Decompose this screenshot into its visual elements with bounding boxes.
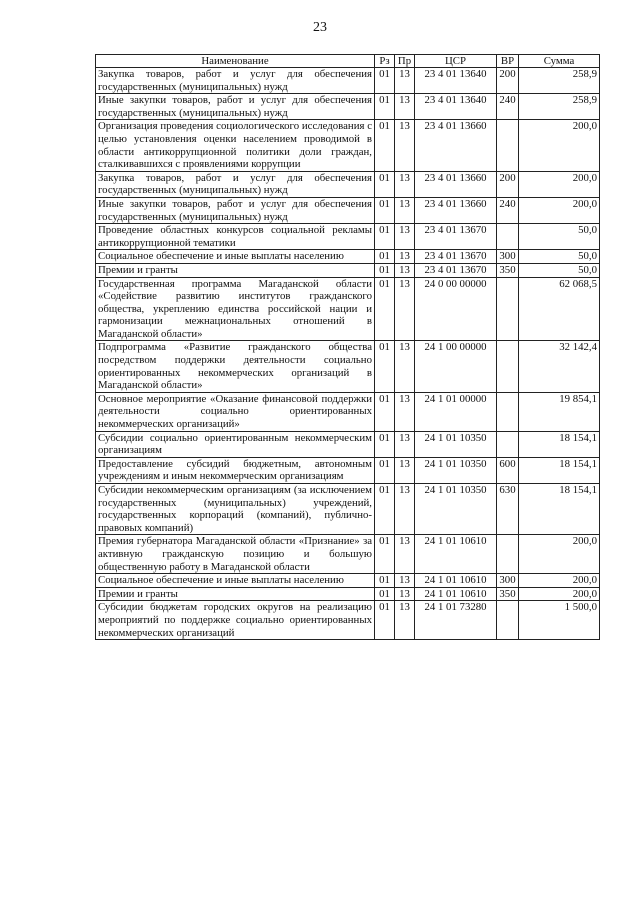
row-pr-cell: 13: [395, 250, 415, 264]
row-name-cell: Субсидии социально ориентированным некоммерческим организациям: [96, 431, 375, 457]
row-csr-cell: 24 1 01 10350: [415, 431, 497, 457]
row-rz-cell: 01: [375, 171, 395, 197]
row-pr-cell: 13: [395, 68, 415, 94]
row-sum-cell: 258,9: [519, 94, 600, 120]
row-rz-cell: 01: [375, 574, 395, 588]
row-pr-cell: 13: [395, 94, 415, 120]
table-body: [96, 68, 600, 640]
row-sum-cell: 50,0: [519, 263, 600, 277]
table-row: [96, 250, 600, 264]
row-name-cell: Иные закупки товаров, работ и услуг для обеспечения государственных (муниципальных) нужд: [96, 94, 375, 120]
row-rz-cell: 01: [375, 94, 395, 120]
row-vr-cell: [497, 535, 519, 574]
row-name-cell: Премии и гранты: [96, 587, 375, 601]
page-number: 23: [313, 20, 327, 35]
row-name-cell: Социальное обеспечение и иные выплаты населению: [96, 250, 375, 264]
row-csr-cell: 23 4 01 13670: [415, 250, 497, 264]
table-row: [96, 263, 600, 277]
row-rz-cell: 01: [375, 601, 395, 640]
row-name-cell: Государственная программа Магаданской области «Содействие развитию институтов гражданского общества, укреплению единства российской нации и гармонизации межнациональных отношений в Магаданской области»: [96, 277, 375, 341]
row-vr-cell: [497, 431, 519, 457]
row-pr-cell: 13: [395, 171, 415, 197]
row-sum-cell: 1 500,0: [519, 601, 600, 640]
row-sum-cell: 32 142,4: [519, 341, 600, 392]
row-csr-cell: 24 1 01 10350: [415, 457, 497, 483]
table-row: [96, 587, 600, 601]
row-pr-cell: 13: [395, 277, 415, 341]
table-row: [96, 224, 600, 250]
row-vr-cell: [497, 341, 519, 392]
row-csr-cell: 23 4 01 13660: [415, 171, 497, 197]
row-rz-cell: 01: [375, 68, 395, 94]
table-row: [96, 392, 600, 431]
row-sum-cell: 19 854,1: [519, 392, 600, 431]
table-row: [96, 484, 600, 535]
table-row: [96, 601, 600, 640]
table-row: [96, 457, 600, 483]
row-vr-cell: [497, 601, 519, 640]
row-csr-cell: 23 4 01 13640: [415, 68, 497, 94]
row-sum-cell: 200,0: [519, 171, 600, 197]
row-vr-cell: [497, 392, 519, 431]
row-name-cell: Предоставление субсидий бюджетным, автономным учреждениям и иным некоммерческим организациям: [96, 457, 375, 483]
row-csr-cell: 24 1 01 73280: [415, 601, 497, 640]
row-sum-cell: 200,0: [519, 574, 600, 588]
table-row: [96, 94, 600, 120]
row-pr-cell: 13: [395, 341, 415, 392]
budget-table: [95, 54, 600, 640]
row-vr-cell: 300: [497, 574, 519, 588]
row-rz-cell: 01: [375, 120, 395, 171]
column-header-csr: ЦСР: [415, 55, 497, 68]
row-vr-cell: 350: [497, 587, 519, 601]
row-name-cell: Иные закупки товаров, работ и услуг для обеспечения государственных (муниципальных) нужд: [96, 197, 375, 223]
row-rz-cell: 01: [375, 392, 395, 431]
row-rz-cell: 01: [375, 250, 395, 264]
row-name-cell: Подпрограмма «Развитие гражданского общества посредством поддержки деятельности социально ориентированных некоммерческих организаций в Магаданской области»: [96, 341, 375, 392]
row-sum-cell: 62 068,5: [519, 277, 600, 341]
row-sum-cell: 50,0: [519, 250, 600, 264]
row-vr-cell: 240: [497, 197, 519, 223]
row-csr-cell: 24 1 01 10610: [415, 587, 497, 601]
table-row: [96, 431, 600, 457]
row-sum-cell: 18 154,1: [519, 431, 600, 457]
row-vr-cell: [497, 224, 519, 250]
row-pr-cell: 13: [395, 601, 415, 640]
row-csr-cell: 23 4 01 13660: [415, 120, 497, 171]
row-sum-cell: 18 154,1: [519, 484, 600, 535]
row-pr-cell: 13: [395, 120, 415, 171]
row-rz-cell: 01: [375, 484, 395, 535]
row-name-cell: Субсидии бюджетам городских округов на реализацию мероприятий по поддержке социально ориентированных некоммерческих организаций: [96, 601, 375, 640]
row-name-cell: Премия губернатора Магаданской области «Признание» за активную гражданскую позицию и большую общественную работу в Магаданской области: [96, 535, 375, 574]
table-row: [96, 68, 600, 94]
row-sum-cell: 200,0: [519, 197, 600, 223]
row-rz-cell: 01: [375, 197, 395, 223]
row-pr-cell: 13: [395, 197, 415, 223]
column-header-pr: Пр: [395, 55, 415, 68]
row-csr-cell: 24 1 00 00000: [415, 341, 497, 392]
table-header-row: [96, 55, 600, 68]
row-pr-cell: 13: [395, 484, 415, 535]
row-name-cell: Проведение областных конкурсов социальной рекламы антикоррупционной тематики: [96, 224, 375, 250]
row-rz-cell: 01: [375, 341, 395, 392]
row-csr-cell: 24 1 01 00000: [415, 392, 497, 431]
row-pr-cell: 13: [395, 587, 415, 601]
row-sum-cell: 50,0: [519, 224, 600, 250]
row-sum-cell: 200,0: [519, 120, 600, 171]
table-row: [96, 120, 600, 171]
row-name-cell: Основное мероприятие «Оказание финансовой поддержки деятельности социально ориентированных некоммерческих организаций»: [96, 392, 375, 431]
row-pr-cell: 13: [395, 392, 415, 431]
row-pr-cell: 13: [395, 263, 415, 277]
row-pr-cell: 13: [395, 457, 415, 483]
column-header-vr: ВР: [497, 55, 519, 68]
row-rz-cell: 01: [375, 587, 395, 601]
row-rz-cell: 01: [375, 535, 395, 574]
row-sum-cell: 18 154,1: [519, 457, 600, 483]
row-rz-cell: 01: [375, 431, 395, 457]
row-vr-cell: [497, 277, 519, 341]
row-rz-cell: 01: [375, 224, 395, 250]
row-name-cell: Организация проведения социологического исследования с целью установления оценки населением проводимой в области антикоррупционной политики доли граждан, сталкивавшихся с проявлениями коррупции: [96, 120, 375, 171]
row-sum-cell: 200,0: [519, 535, 600, 574]
row-pr-cell: 13: [395, 431, 415, 457]
table-row: [96, 574, 600, 588]
table-row: [96, 197, 600, 223]
row-vr-cell: 350: [497, 263, 519, 277]
row-vr-cell: 240: [497, 94, 519, 120]
row-name-cell: Премии и гранты: [96, 263, 375, 277]
row-name-cell: Субсидии некоммерческим организациям (за исключением государственных (муниципальных) учреждений, государственных корпораций (компаний), публично-правовых компаний): [96, 484, 375, 535]
row-csr-cell: 24 1 01 10610: [415, 535, 497, 574]
row-vr-cell: 630: [497, 484, 519, 535]
row-pr-cell: 13: [395, 224, 415, 250]
row-vr-cell: 600: [497, 457, 519, 483]
row-rz-cell: 01: [375, 277, 395, 341]
row-sum-cell: 258,9: [519, 68, 600, 94]
row-vr-cell: [497, 120, 519, 171]
row-name-cell: Закупка товаров, работ и услуг для обеспечения государственных (муниципальных) нужд: [96, 171, 375, 197]
row-csr-cell: 24 1 01 10350: [415, 484, 497, 535]
row-sum-cell: 200,0: [519, 587, 600, 601]
table-row: [96, 535, 600, 574]
row-csr-cell: 23 4 01 13670: [415, 224, 497, 250]
table-row: [96, 171, 600, 197]
row-pr-cell: 13: [395, 535, 415, 574]
column-header-sum: Сумма: [519, 55, 600, 68]
row-name-cell: Социальное обеспечение и иные выплаты населению: [96, 574, 375, 588]
row-csr-cell: 23 4 01 13640: [415, 94, 497, 120]
table-row: [96, 277, 600, 341]
row-csr-cell: 24 0 00 00000: [415, 277, 497, 341]
row-vr-cell: 200: [497, 171, 519, 197]
row-csr-cell: 24 1 01 10610: [415, 574, 497, 588]
row-rz-cell: 01: [375, 263, 395, 277]
row-vr-cell: 200: [497, 68, 519, 94]
column-header-name: Наименование: [96, 55, 375, 68]
row-pr-cell: 13: [395, 574, 415, 588]
row-csr-cell: 23 4 01 13660: [415, 197, 497, 223]
column-header-rz: Рз: [375, 55, 395, 68]
row-csr-cell: 23 4 01 13670: [415, 263, 497, 277]
table-row: [96, 341, 600, 392]
row-vr-cell: 300: [497, 250, 519, 264]
row-rz-cell: 01: [375, 457, 395, 483]
row-name-cell: Закупка товаров, работ и услуг для обеспечения государственных (муниципальных) нужд: [96, 68, 375, 94]
